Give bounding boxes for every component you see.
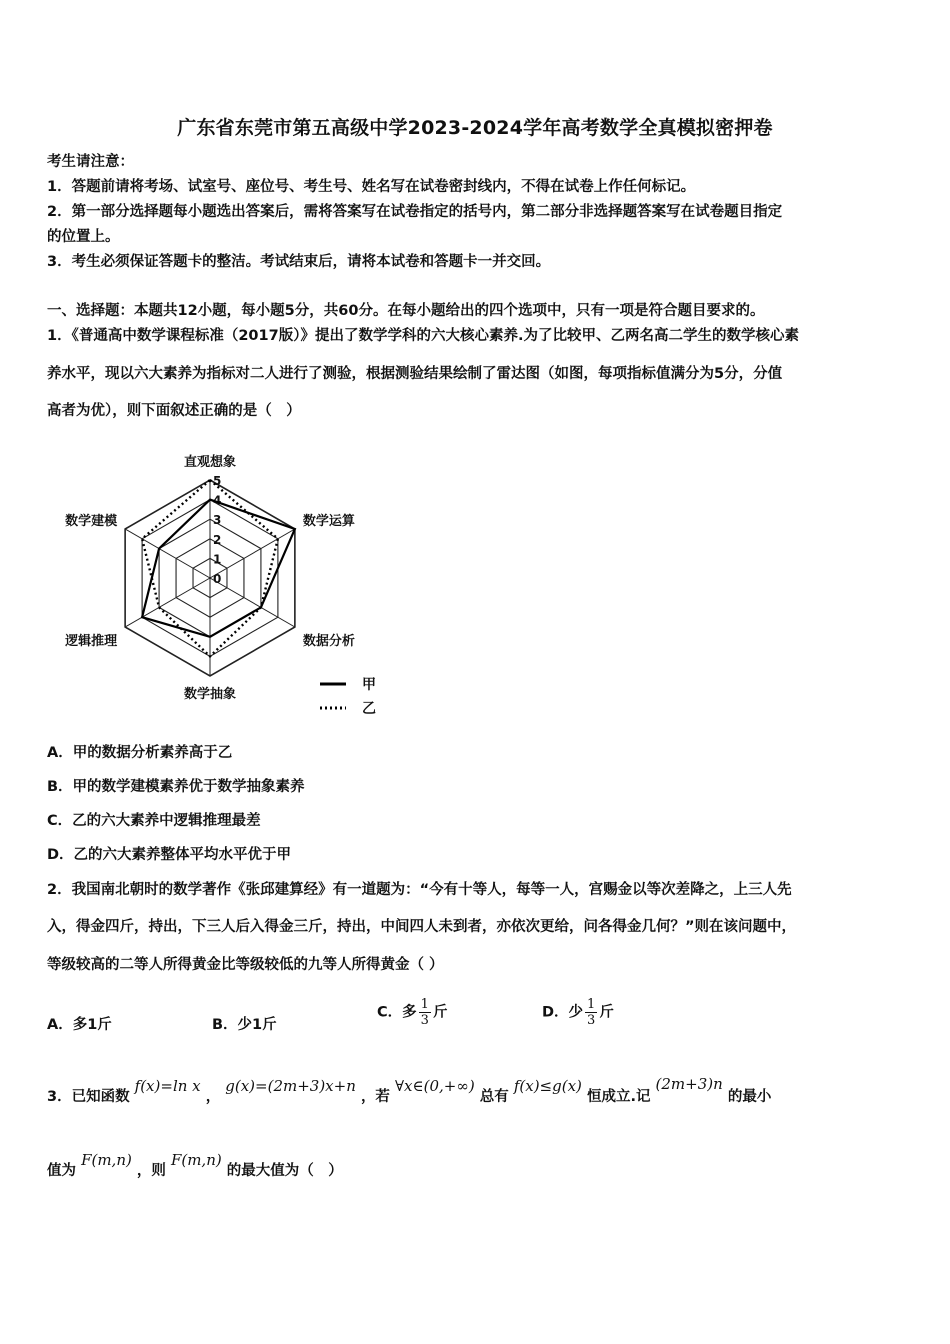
q3-min: 的最小 (727, 1089, 772, 1105)
q2-option-c (377, 997, 447, 1028)
q2-line-2: 入，得金四斤，持出，下三人后入得金三斤，持出，中间四人未到者，亦依次更给，问各得金几何？”则在该问题中， (47, 919, 797, 935)
q3-expr: (2m+3)n (655, 1075, 723, 1093)
q3-line-2 (47, 1151, 343, 1181)
radar-tick-label: 4 (213, 493, 222, 508)
q3-line-1 (47, 1075, 772, 1107)
q2-option-b: B．少1斤 (212, 1017, 277, 1033)
q2-line-1: 2．我国南北朝时的数学著作《张邱建算经》有一道题为：“今有十等人，每等一人，宫赐金以等次差降之，上三人先 (47, 882, 792, 898)
radar-tick-label: 5 (213, 474, 222, 488)
radar-axis-label: 直观想象 (183, 455, 237, 470)
q2-option-d (542, 997, 614, 1028)
radar-axis-line-6 (125, 529, 210, 578)
q1-line-3: 高者为优），则下面叙述正确的是（ ） (47, 403, 301, 419)
q3-line2-prefix: 值为 (47, 1163, 76, 1179)
legend-label: 甲 (362, 677, 376, 693)
page-title: 广东省东莞市第五高级中学2023-2024学年高考数学全真模拟密押卷 (177, 117, 773, 139)
radar-legend (320, 677, 376, 717)
q2-option-d-unit: 斤 (599, 1004, 614, 1021)
radar-axis-label: 逻辑推理 (65, 634, 118, 649)
q3-g-def: g(x)=(2m+3)x+n (225, 1077, 356, 1095)
radar-tick-label: 3 (213, 513, 222, 528)
q3-inequality: f(x)≤g(x) (513, 1077, 582, 1095)
radar-tick-label: 1 (213, 552, 222, 567)
q2-option-c-unit: 斤 (432, 1004, 448, 1021)
q1-option-a: A．甲的数据分析素养高于乙 (47, 745, 233, 761)
q2-option-c-num: 1 (420, 997, 429, 1012)
q2-option-d-num: 1 (587, 997, 596, 1012)
q3-f-def: f(x)=ln x (134, 1077, 201, 1095)
q3-always: 总有 (479, 1089, 509, 1105)
q2-option-c-den: 3 (420, 1013, 429, 1028)
q2-option-d-fraction (585, 997, 597, 1028)
q1-option-d: D．乙的六大素养整体平均水平优于甲 (47, 847, 292, 863)
radar-axis-line-5 (125, 578, 210, 627)
legend-label: 乙 (362, 701, 376, 717)
q3-max: 的最大值为（ ） (226, 1163, 343, 1179)
q1-option-c: C．乙的六大素养中逻辑推理最差 (47, 813, 261, 829)
q2-option-c-prefix: C．多 (377, 1004, 417, 1021)
q3-F1: F(m,n) (81, 1151, 132, 1169)
radar-chart (40, 440, 390, 730)
q2-option-a: A．多1斤 (47, 1017, 112, 1033)
radar-axis-line-3 (210, 578, 295, 627)
q2-line-3: 等级较高的二等人所得黄金比等级较低的九等人所得黄金（ ） (47, 957, 444, 973)
notice-item-2-cont: 的位置上。 (47, 229, 120, 245)
radar-axis-label: 数学建模 (65, 514, 118, 529)
radar-tick-label: 0 (213, 572, 222, 586)
q2-option-c-fraction (419, 997, 431, 1028)
q3-prefix: 3．已知函数 (47, 1089, 130, 1105)
q3-then: ，则 (136, 1163, 166, 1179)
q1-line-2: 养水平，现以六大素养为指标对二人进行了测验，根据测验结果绘制了雷达图（如图，每项指标值满分为5分，分值 (47, 366, 783, 382)
notice-item-1: 1．答题前请将考场、试室号、座位号、考生号、姓名写在试卷密封线内，不得在试卷上作任何标记。 (47, 179, 696, 195)
q3-if: ，若 (360, 1089, 390, 1105)
notice-header: 考生请注意： (47, 154, 134, 170)
q1-line-1: 1．《普通高中数学课程标准（2017版）》提出了数学学科的六大核心素养.为了比较甲、乙两名高二学生的数学核心素 (47, 328, 799, 344)
q2-option-d-prefix: D．少 (542, 1004, 584, 1021)
radar-axis-line-2 (210, 529, 295, 578)
q3-condition: ∀x∈(0,+∞) (395, 1077, 475, 1095)
q1-option-b: B．甲的数学建模素养优于数学抽象素养 (47, 779, 305, 795)
section-1-heading: 一、选择题：本题共12小题，每小题5分，共60分。在每小题给出的四个选项中，只有一项是符合题目要求的。 (47, 303, 765, 319)
radar-axis-label: 数学运算 (302, 514, 355, 529)
q3-comma: ， (205, 1089, 221, 1105)
radar-tick-label: 2 (213, 532, 222, 547)
q3-holds: 恒成立.记 (586, 1089, 651, 1105)
q3-F2: F(m,n) (170, 1151, 222, 1169)
q2-option-d-den: 3 (587, 1013, 596, 1028)
radar-axis-label: 数据分析 (302, 634, 355, 649)
notice-item-2: 2．第一部分选择题每小题选出答案后，需将答案写在试卷指定的括号内，第二部分非选择题答案写在试卷题目指定 (47, 204, 783, 220)
notice-item-3: 3．考生必须保证答题卡的整洁。考试结束后，请将本试卷和答题卡一并交回。 (47, 254, 551, 270)
radar-axis-label: 数学抽象 (183, 687, 237, 702)
